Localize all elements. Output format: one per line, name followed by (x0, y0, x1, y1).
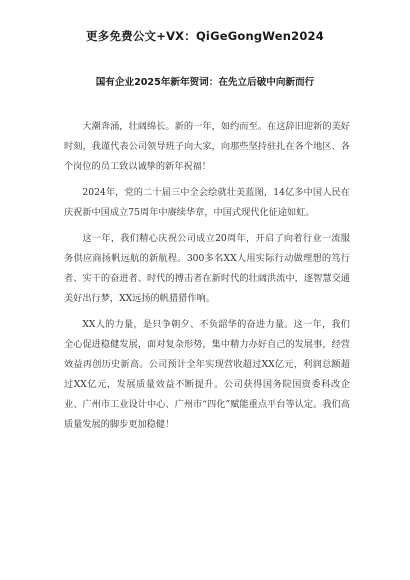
paragraph: 大潮奔涌，壮阔绵长。新的一年，如约而至。在这辞旧迎新的美好时刻，我谨代表公司领导班子向大家，向那些坚持驻扎在各个地区、各个岗位的员工致以诚挚的新年祝福！ (64, 121, 350, 172)
paragraph: XX人的力量，是只争朝夕、不负韶华的奋进力量。这一年，我们全心促进稳健发展，面对复杂形势，集中精力办好自己的发展事，经营效益再创历史新高。公司预计全年实现营收超过XX亿元，利润总额超过XX亿元，发展质量效益不断提升。公司获得国务院国资委科改企业、广州市工业设计中心、广州市“四化”赋能重点平台等认定。我们高质量发展的脚步更加稳健！ (64, 319, 350, 430)
watermark-header: 更多免费公文+VX：QiGeGongWen2024 (86, 29, 324, 43)
document-body (64, 117, 350, 441)
document-title: 国有企业2025年新年贺词：在先立后破中向新而行 (95, 77, 315, 88)
paragraph: 2024年，党的二十届三中全会绘就壮美蓝图，14亿多中国人民在庆祝新中国成立75周年中赓续华章，中国式现代化征途如虹。 (64, 187, 350, 218)
paragraph: 这一年，我们精心庆祝公司成立20周年，开启了向着行业一流服务供应商扬帆远航的新航程。300多名XX人用实际行动做理想的笃行者、实干的奋进者、时代的搏击者在新时代的壮阔洪流中，逐智慧交通美好出行梦，XX远扬的帆猎猎作响。 (64, 233, 350, 304)
